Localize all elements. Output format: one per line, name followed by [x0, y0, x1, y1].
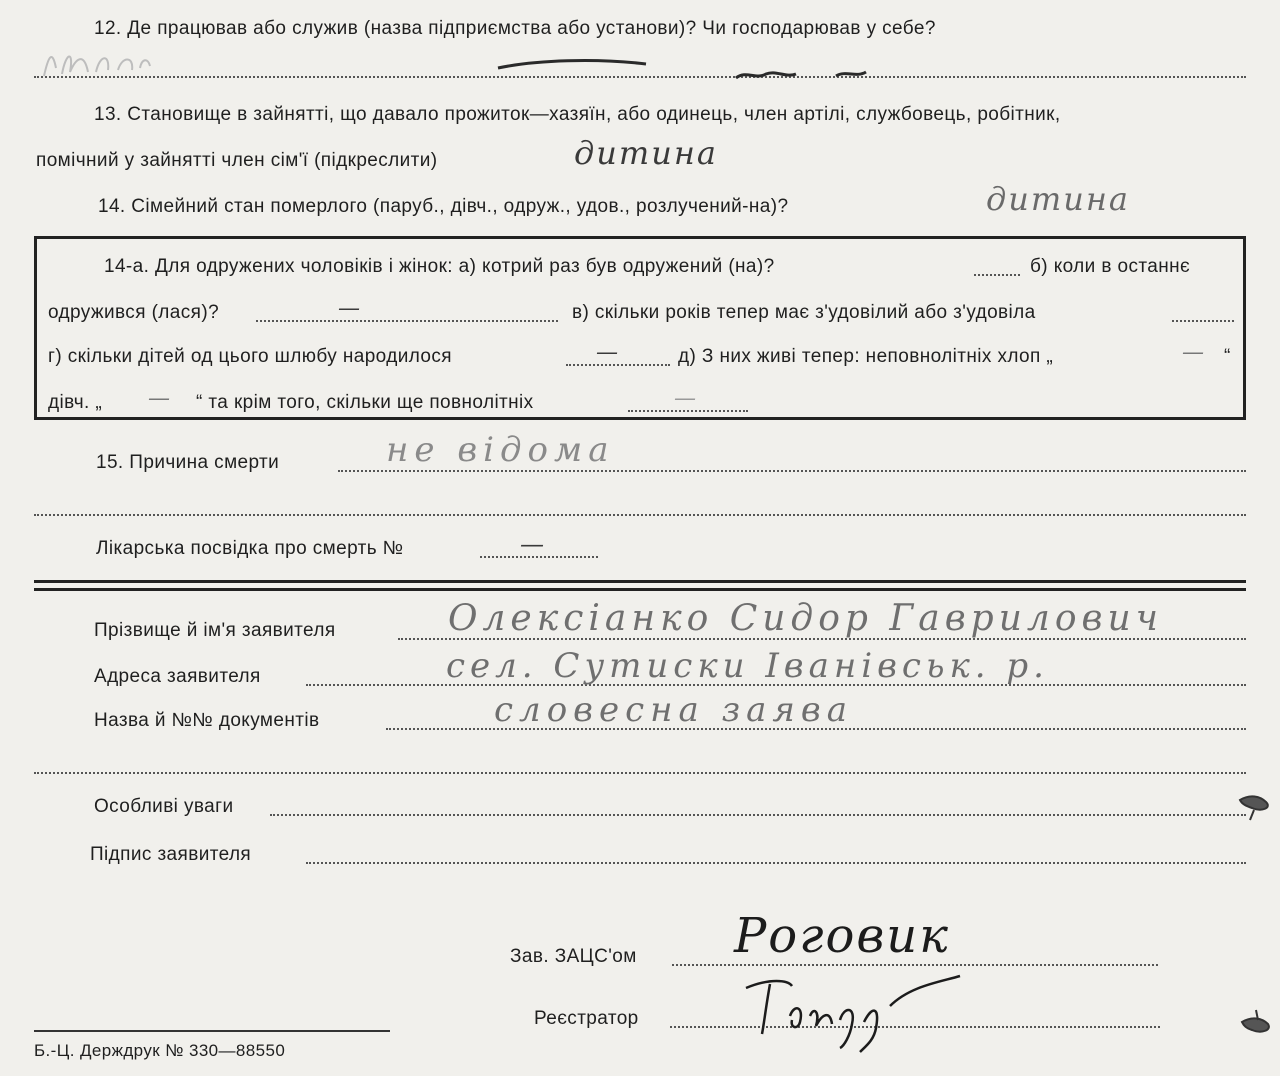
q14a-years-widowed-field[interactable]: [1172, 320, 1234, 322]
applicant-docs-value: словесна заява: [494, 690, 853, 730]
q14a-adults-value: —: [674, 386, 698, 411]
q13-label-line1: 13. Становище в зайнятті, що давало прожиток—хазяїн, або одинець, член артілі, службовець, робітник,: [94, 104, 1061, 125]
q15-answer-line[interactable]: [338, 470, 1246, 472]
q13-answer[interactable]: дитина: [574, 134, 718, 172]
q15-answer: не відома: [386, 430, 615, 470]
q14a-line2b: в) скільки років тепер має з'удовілий або з'удовіла: [572, 302, 1036, 323]
q15-label: 15. Причина смерти: [96, 452, 280, 473]
q14a-line1: 14-а. Для одружених чоловіків і жінок: а) котрий раз був одружений (на)?: [104, 256, 775, 277]
q14a-minor-girls-value[interactable]: —: [148, 386, 172, 411]
q14-answer[interactable]: дитина: [986, 180, 1130, 218]
q14a-last-married-field[interactable]: [256, 320, 558, 322]
applicant-address-label: Адреса заявителя: [94, 666, 261, 687]
divider-bottom: [34, 588, 1246, 591]
applicant-address-value: сел. Сутиски Іванівськ. р.: [446, 646, 1049, 686]
q12-label: 12. Де працював або служив (назва підприємства або установи)? Чи господарював у себе?: [94, 18, 936, 39]
printer-imprint: Б.-Ц. Держдрук № 330—88550: [34, 1041, 286, 1060]
q14a-line3b: д) З них живі тепер: неповнолітніх хлоп „: [678, 346, 1054, 367]
q14-label: 14. Сімейний стан померлого (паруб., дівч., одруж., удов., розлучений-на)?: [98, 196, 789, 217]
q15-answer-line2[interactable]: [34, 514, 1246, 516]
head-registrar-label: Зав. ЗАЦС'ом: [510, 946, 637, 967]
q14a-line4a: дівч. „: [48, 392, 103, 413]
registrar-signature: [740, 976, 970, 1056]
applicant-name-label: Прізвище й ім'я заявителя: [94, 620, 336, 641]
q14a-last-married-value: —: [338, 296, 362, 321]
q14a-line2a: одружився (лася)?: [48, 302, 220, 323]
q14a-line3a: г) скільки дітей од цього шлюбу народилося: [48, 346, 452, 367]
q14a-times-married-field[interactable]: [974, 274, 1020, 276]
notes-label: Особливі уваги: [94, 796, 234, 817]
registrar-label: Реєстратор: [534, 1008, 639, 1029]
medical-certificate-label: Лікарська посвідка про смерть №: [96, 538, 404, 559]
divider-top: [34, 580, 1246, 583]
applicant-signature-line[interactable]: [306, 862, 1246, 864]
head-registrar-signature: Роговик: [734, 908, 950, 964]
footer-rule: [34, 1030, 390, 1032]
applicant-signature-label: Підпис заявителя: [90, 844, 252, 865]
q14a-line3c: “: [1224, 346, 1231, 367]
q12-answer-scribble: [496, 56, 896, 96]
q14a-line4b: “ та крім того, скільки ще повнолітніх: [196, 392, 534, 413]
ink-blot-mark: [1236, 786, 1280, 822]
q14a-children-born-value: —: [596, 340, 620, 365]
margin-note-scribble: [30, 28, 160, 88]
applicant-docs-label: Назва й №№ документів: [94, 710, 320, 731]
q14a-minor-boys-value[interactable]: —: [1182, 340, 1206, 365]
applicant-name-value: Олексіанко Сидор Гаврилович: [448, 598, 1164, 639]
ink-blot-mark-2: [1236, 1006, 1280, 1042]
medical-certificate-value: —: [520, 530, 546, 558]
q14a-line1b: б) коли в останнє: [1030, 256, 1191, 277]
q13-label-line2: помічний у зайнятті член сім'ї (підкреслити): [36, 150, 438, 171]
notes-line[interactable]: [270, 814, 1246, 816]
applicant-docs-line2[interactable]: [34, 772, 1246, 774]
head-registrar-line[interactable]: [672, 964, 1158, 966]
